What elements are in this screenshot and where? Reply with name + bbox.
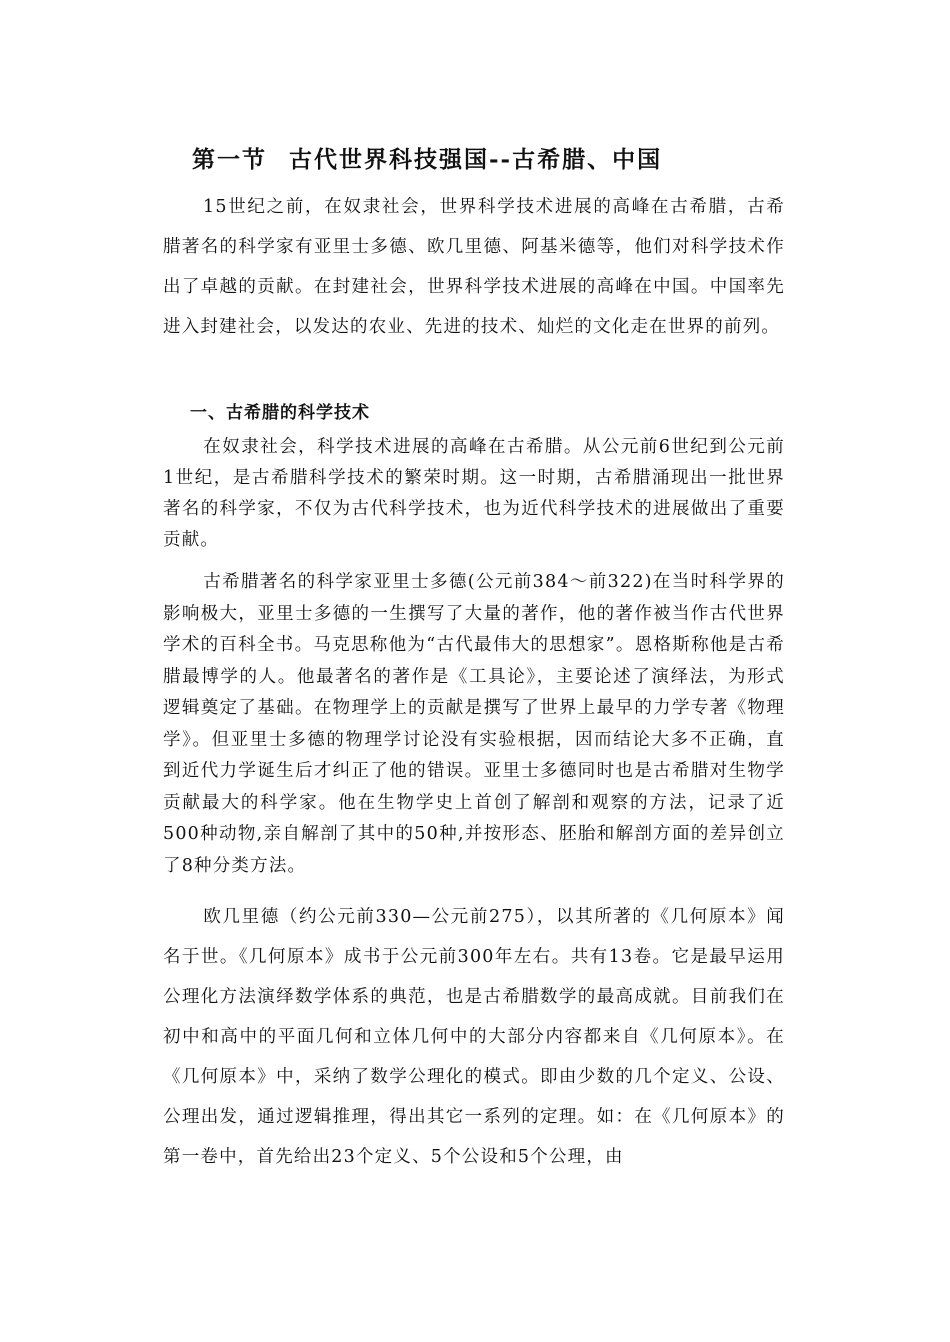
- subsection-heading: 一、古希腊的科学技术: [190, 403, 370, 423]
- body-paragraph-1-text: 在奴隶社会，科学技术进展的高峰在古希腊。从公元前6世纪到公元前1世纪，是古希腊科学技术的繁荣时期。这一时期，古希腊涌现出一批世界著名的科学家，不仅为古代科学技术，也为近代科学技术的进展做出了重要贡献。: [163, 437, 785, 550]
- intro-paragraph: [163, 187, 785, 347]
- body-paragraph-3: [163, 897, 785, 1177]
- intro-text: 15世纪之前，在奴隶社会，世界科学技术进展的高峰在古希腊，古希腊著名的科学家有亚里士多德、欧几里德、阿基米德等，他们对科学技术作出了卓越的贡献。在封建社会，世界科学技术进展的高峰在中国。中国率先进入封建社会，以发达的农业、先进的技术、灿烂的文化走在世界的前列。: [163, 197, 785, 337]
- body-paragraph-2-text: 古希腊著名的科学家亚里士多德(公元前384～前322)在当时科学界的影响极大，亚里士多德的一生撰写了大量的著作，他的著作被当作古代世界学术的百科全书。马克思称他为“古代最伟大的思想家”。恩格斯称他是古希腊最博学的人。他最著名的著作是《工具论》，主要论述了演绎法，为形式逻辑奠定了基础。在物理学上的贡献是撰写了世界上最早的力学专著《物理学》。但亚里士多德的物理学讨论没有实验根据，因而结论大多不正确，直到近代力学诞生后才纠正了他的错误。亚里士多德同时也是古希腊对生物学贡献最大的科学家。他在生物学史上首创了解剖和观察的方法，记录了近500种动物,亲自解剖了其中的50种,并按形态、胚胎和解剖方面的差异创立了8种分类方法。: [163, 572, 785, 876]
- body-paragraph-1: [163, 432, 785, 556]
- body-paragraph-2: [163, 567, 785, 882]
- section-number: 第一节: [192, 146, 267, 173]
- section-title: [192, 142, 812, 178]
- section-title-text: 古代世界科技强国--古希腊、中国: [289, 146, 663, 173]
- body-paragraph-3-text: 欧几里德（约公元前330—公元前275），以其所著的《几何原本》闻名于世。《几何原本》成书于公元前300年左右。共有13卷。它是最早运用公理化方法演绎数学体系的典范，也是古希腊数学的最高成就。目前我们在初中和高中的平面几何和立体几何中的大部分内容都来自《几何原本》。在《几何原本》中，采纳了数学公理化的模式。即由少数的几个定义、公设、公理出发，通过逻辑推理，得出其它一系列的定理。如：在《几何原本》的第一卷中，首先给出23个定义、5个公设和5个公理，由: [163, 907, 785, 1167]
